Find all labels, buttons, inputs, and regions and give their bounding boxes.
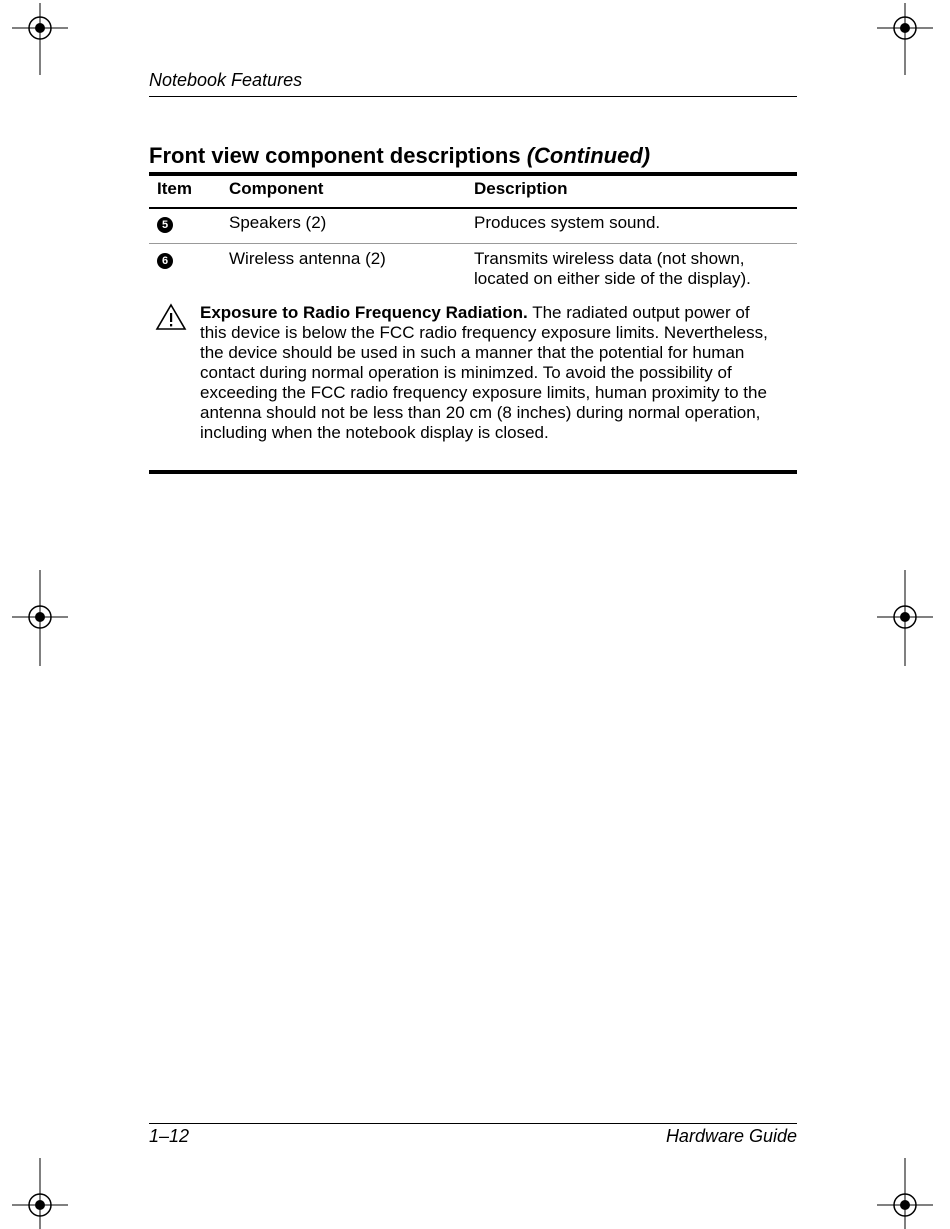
component-cell: Speakers (2) (229, 213, 327, 232)
registration-mark-icon (12, 570, 68, 626)
description-cell (474, 249, 751, 289)
table-row (157, 213, 173, 233)
registration-mark-icon (12, 3, 68, 59)
row-divider (149, 243, 797, 244)
warning-lead: Exposure to Radio Frequency Radiation. (200, 303, 528, 322)
table-row (157, 249, 173, 269)
registration-mark-icon (877, 3, 933, 59)
page-number: 1–12 (149, 1126, 190, 1146)
description-cell (474, 213, 660, 233)
table-title-text: Front view component descriptions (149, 143, 521, 168)
description-line: Transmits wireless data (not shown, (474, 249, 745, 268)
column-header-component: Component (229, 179, 324, 198)
table-top-rule (149, 172, 797, 176)
table-header-rule (149, 207, 797, 209)
table-title-continued: (Continued) (526, 143, 651, 168)
header-rule (149, 96, 797, 97)
warning-triangle-icon (155, 303, 187, 331)
running-head: Notebook Features (149, 70, 303, 90)
component-cell: Wireless antenna (2) (229, 249, 386, 268)
description-line: located on either side of the display). (474, 269, 751, 288)
registration-mark-icon (877, 1158, 933, 1214)
registration-mark-icon (12, 1158, 68, 1214)
description-line: Produces system sound. (474, 213, 661, 232)
footer-doc-title: Hardware Guide (665, 1126, 797, 1146)
footer-rule (149, 1123, 797, 1124)
registration-mark-icon (877, 570, 933, 626)
item-number-badge: 6 (157, 253, 173, 269)
warning-text (200, 303, 780, 443)
table-title (149, 143, 650, 169)
column-header-item: Item (157, 179, 192, 198)
table-bottom-rule (149, 470, 797, 474)
column-header-description: Description (474, 179, 568, 198)
warning-body: The radiated output power of this device is below the FCC radio frequency exposure limits. Nevertheless, the device should be used in such a manner that the potential for human contact during normal operation is minimzed. To avoid the possibility of exceeding the FCC radio frequency exposure limits, human proximity to the antenna should not be less than 20 cm (8 inches) during normal operation, including when the notebook display is closed. (200, 303, 768, 442)
item-number-badge: 5 (157, 217, 173, 233)
